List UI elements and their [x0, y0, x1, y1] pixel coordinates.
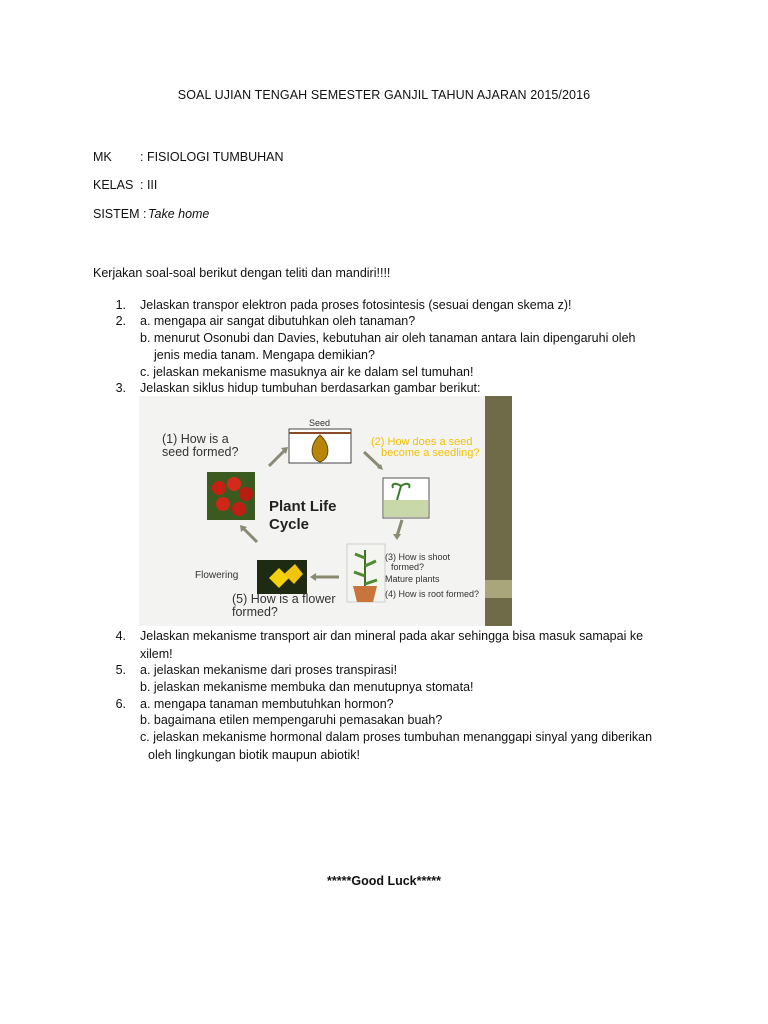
- figure-question-1: (1) How is a: [162, 432, 229, 446]
- question-6c-continued: oleh lingkungan biotik maupun abiotik!: [148, 748, 360, 762]
- instruction-text: Kerjakan soal-soal berikut dengan teliti dan mandiri!!!!: [93, 266, 391, 280]
- kelas-label: KELAS: [93, 178, 134, 192]
- mk-value: : FISIOLOGI TUMBUHAN: [140, 150, 284, 164]
- figure-side-strip-band: [485, 580, 512, 598]
- question-2a-text: a. mengapa air sangat dibutuhkan oleh tanaman?: [140, 314, 416, 328]
- question-2b-text: b. menurut Osonubi dan Davies, kebutuhan air oleh tanaman antara lain dipengaruhi oleh: [140, 331, 636, 345]
- question-3-number: 3.: [115, 381, 126, 395]
- figure-question-1-continued: seed formed?: [162, 445, 239, 459]
- question-6a-text: a. mengapa tanaman membutuhkan hormon?: [140, 697, 394, 711]
- question-3-text: Jelaskan siklus hidup tumbuhan berdasarkan gambar berikut:: [140, 381, 481, 395]
- question-4-text: Jelaskan mekanisme transport air dan mineral pada akar sehingga bisa masuk samapai ke: [140, 629, 644, 643]
- question-1-number: 1.: [115, 298, 126, 312]
- figure-seed-label: Seed: [309, 418, 331, 428]
- question-2c-text: c. jelaskan mekanisme masuknya air ke dalam sel tumuhan!: [140, 365, 474, 379]
- question-6b-text: b. bagaimana etilen mempengaruhi pemasakan buah?: [140, 713, 443, 727]
- question-1-text: Jelaskan transpor elektron pada proses fotosintesis (sesuai dengan skema z)!: [140, 298, 572, 312]
- question-5-number: 5.: [115, 663, 126, 677]
- figure-question-2-continued: become a seedling?: [381, 447, 480, 459]
- figure-question-3-continued: formed?: [391, 562, 425, 572]
- figure-question-5-continued: formed?: [232, 605, 278, 619]
- figure-center-title-line1: Plant Life: [269, 498, 337, 515]
- plant-life-cycle-figure: [139, 396, 512, 626]
- figure-question-3: (3) How is shoot: [385, 552, 451, 562]
- good-luck-text: *****Good Luck*****: [327, 874, 441, 888]
- figure-question-2: (2) How does a seed: [371, 436, 473, 448]
- question-6c-text: c. jelaskan mekanisme hormonal dalam proses tumbuhan menanggapi sinyal yang diberikan: [140, 730, 653, 744]
- question-6-number: 6.: [115, 697, 126, 711]
- figure-center-title-line2: Cycle: [269, 516, 310, 533]
- figure-flowering-label: Flowering: [195, 570, 239, 581]
- kelas-value: : III: [140, 178, 158, 192]
- exam-title: SOAL UJIAN TENGAH SEMESTER GANJIL TAHUN AJARAN 2015/2016: [177, 88, 591, 102]
- figure-question-5: (5) How is a flower: [232, 592, 336, 606]
- question-5a-text: a. jelaskan mekanisme dari proses transpirasi!: [140, 663, 398, 677]
- sistem-label: SISTEM :: [93, 207, 147, 221]
- sistem-value: Take home: [148, 207, 210, 221]
- question-2b-continued: jenis media tanam. Mengapa demikian?: [154, 348, 375, 362]
- question-4-number: 4.: [115, 629, 126, 643]
- figure-mature-plants-label: Mature plants: [385, 574, 440, 584]
- mk-label: MK: [93, 150, 112, 164]
- question-5b-text: b. jelaskan mekanisme membuka dan menutupnya stomata!: [140, 680, 474, 694]
- figure-question-4: (4) How is root formed?: [385, 589, 480, 599]
- question-4-continued: xilem!: [140, 647, 173, 661]
- question-2-number: 2.: [115, 314, 126, 328]
